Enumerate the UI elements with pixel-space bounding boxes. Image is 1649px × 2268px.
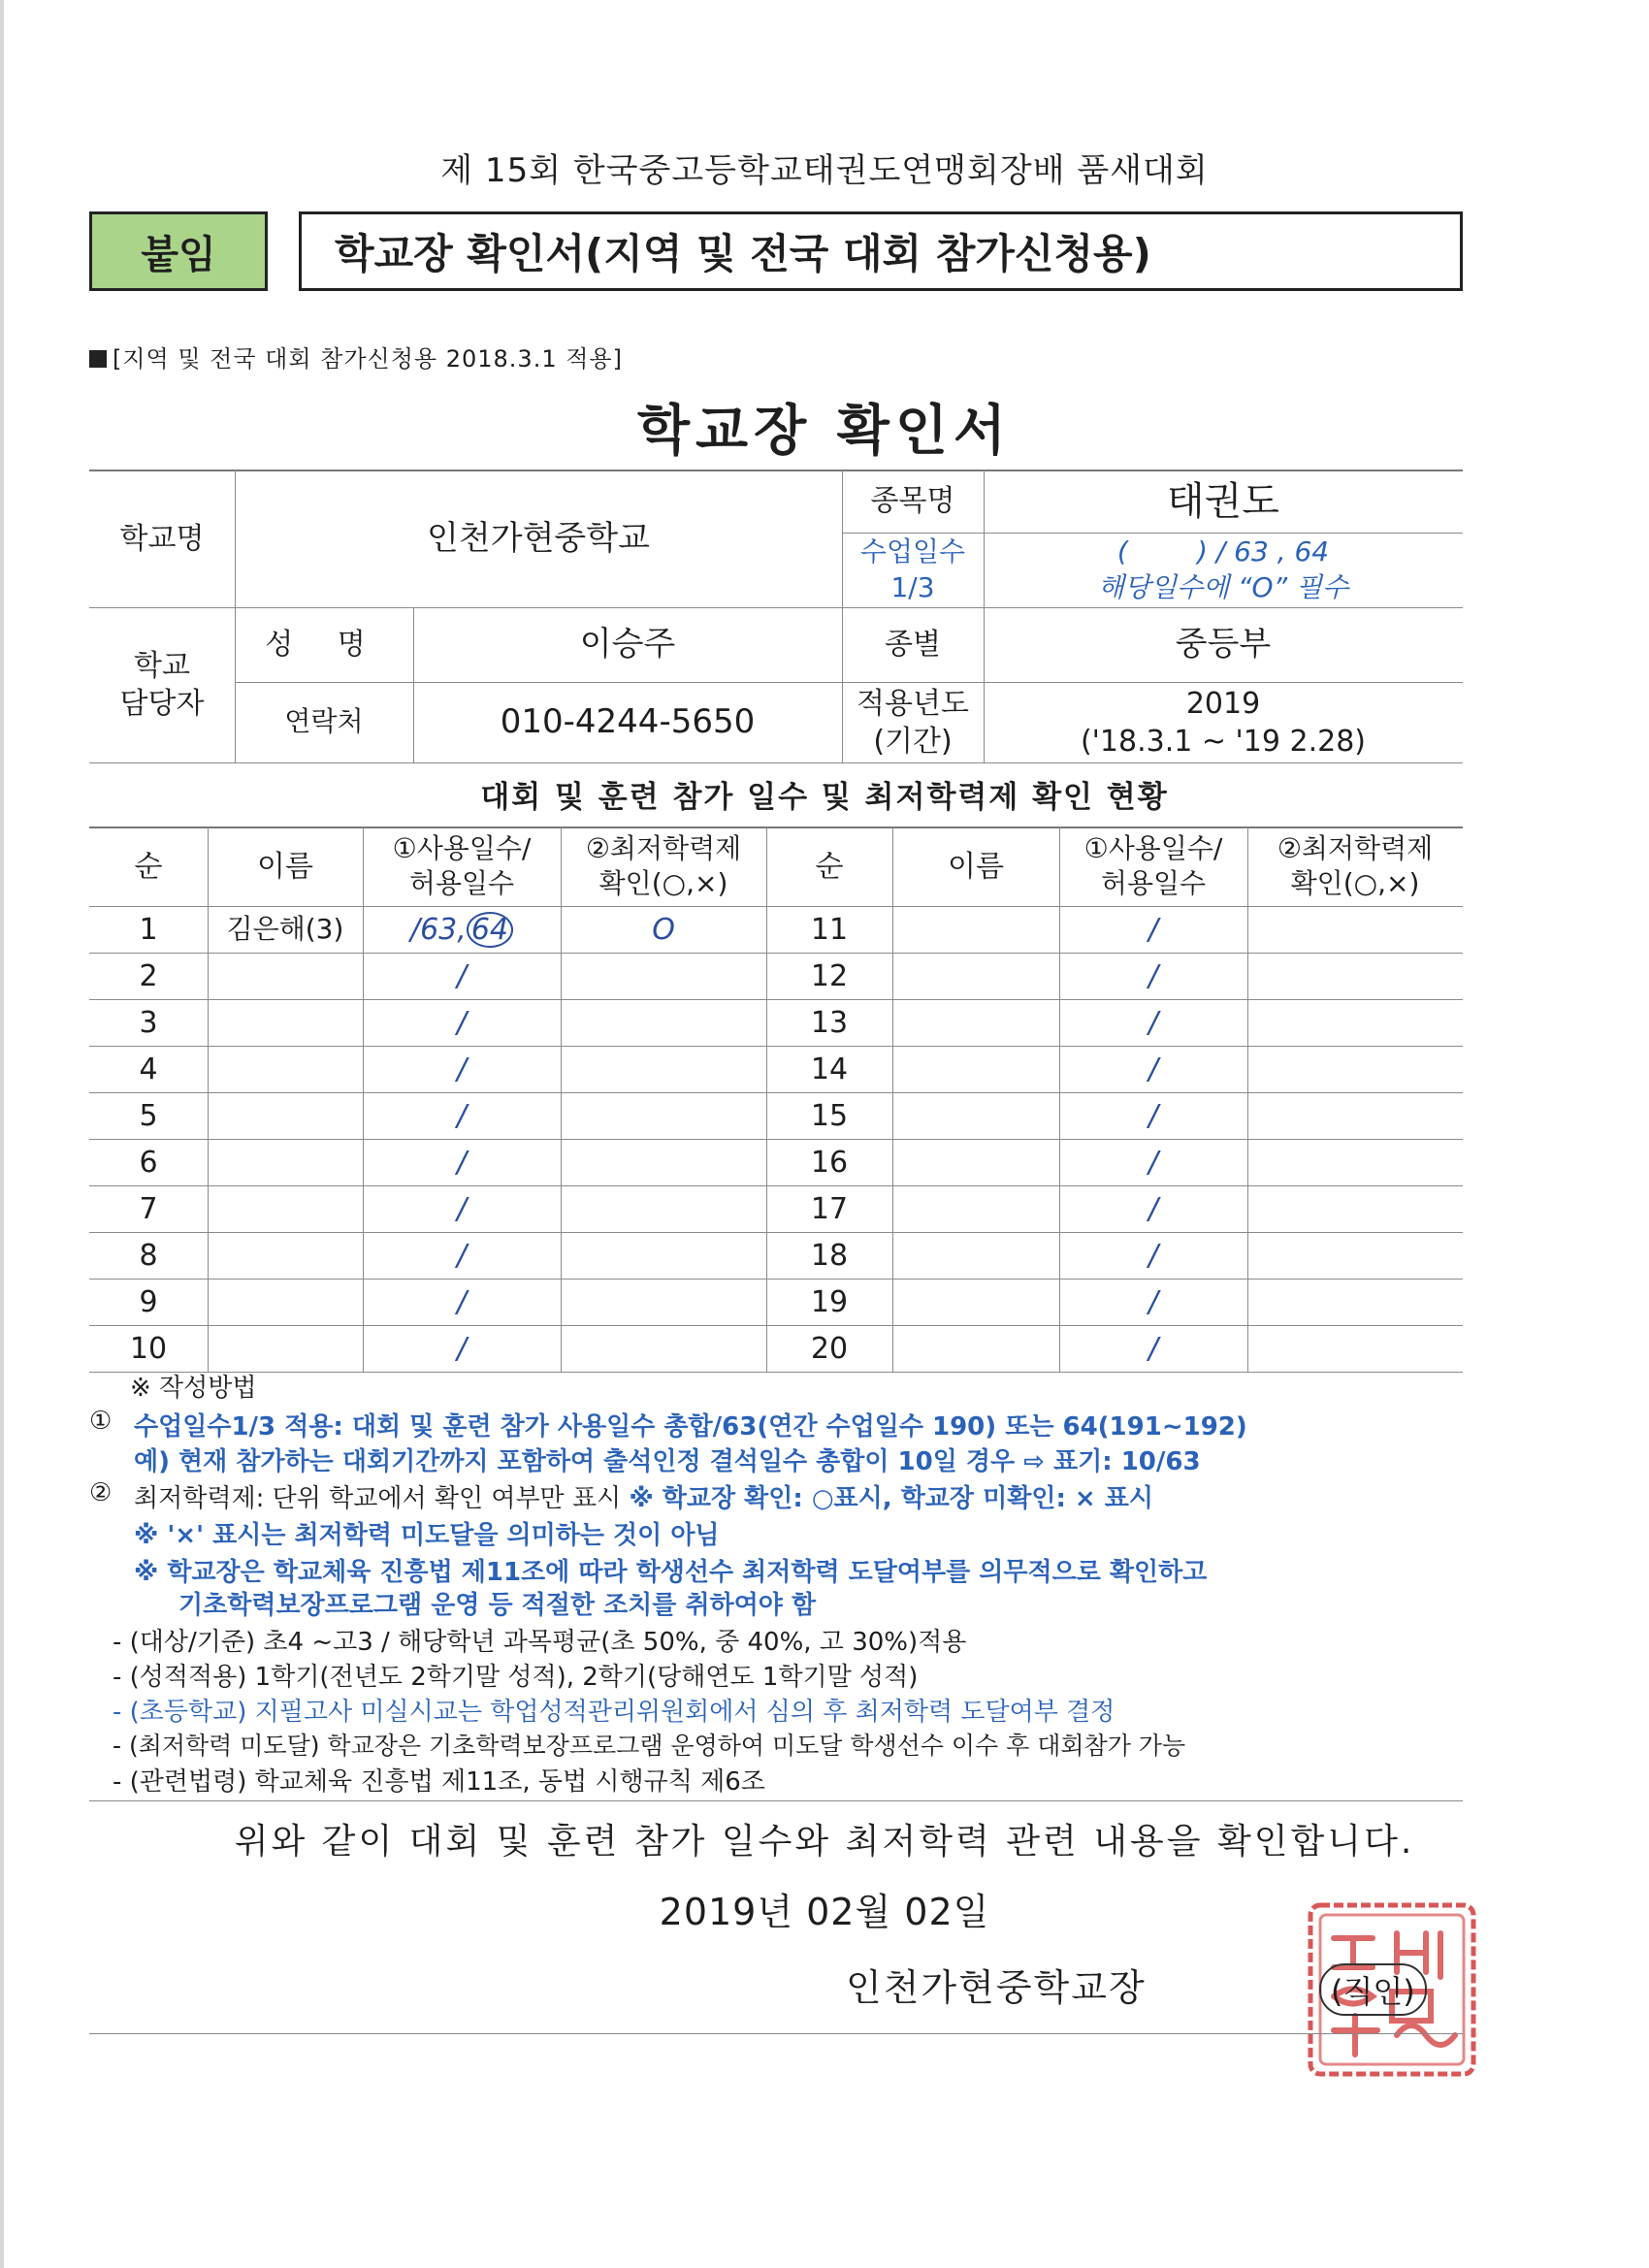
box-title: 학교장 확인서(지역 및 전국 대회 참가신청용) — [299, 211, 1463, 291]
row-name — [892, 1279, 1059, 1325]
row-min-check — [561, 1232, 766, 1279]
year-2: ('18.3.1 ~ '19 2.28) — [1080, 724, 1367, 759]
event-title: 제 15회 한국중고등학교태권도연맹회장배 품새대회 — [440, 151, 1209, 190]
row-min-check — [561, 1046, 766, 1092]
row-days — [1059, 1279, 1247, 1325]
row-number-text: 3 — [139, 1005, 158, 1040]
row-number-text: 18 — [810, 1238, 849, 1273]
row-days-text: / — [456, 1098, 468, 1133]
row-number — [766, 999, 892, 1046]
header-min-2: 확인(○,×) — [598, 867, 728, 899]
note-2-a: 최저학력제: 단위 학교에서 확인 여부만 표시 — [134, 1484, 630, 1513]
row-days-text: / — [1148, 912, 1159, 947]
row-min-check-text: O — [652, 912, 675, 947]
row-name — [208, 999, 363, 1046]
row-days-text: / — [456, 1052, 468, 1086]
staff-label — [89, 607, 235, 762]
row-number — [766, 1139, 892, 1185]
year-label-1: 적용년도 — [857, 686, 969, 721]
notes-bottom-line — [89, 1800, 1463, 1801]
row-number-text: 7 — [139, 1191, 158, 1226]
row-days — [1059, 953, 1247, 999]
note-2-a-bold: ※ 학교장 확인: ○표시, 학교장 미확인: × 표시 — [629, 1484, 1153, 1513]
row-days — [1059, 1046, 1247, 1092]
row-name — [892, 1046, 1059, 1092]
seal-label: (직인) — [1319, 1963, 1427, 2016]
row-days-text: / — [456, 1005, 468, 1040]
row-days — [1059, 1232, 1247, 1279]
header-min-1: ②최저학력제 — [1277, 831, 1434, 864]
row-number-text: 13 — [810, 1005, 849, 1040]
note-1-a: 수업일수1/3 적용: 대회 및 훈련 참가 사용일수 총합/63(연간 수업일수 190) 또는 64(191~192) — [134, 1412, 1247, 1442]
detail-2: - (성적적용) 1학기(전년도 2학기말 성적), 2학기(당해연도 1학기말 성적) — [113, 1663, 919, 1692]
row-number-text: 11 — [810, 912, 849, 947]
class-days-value — [984, 533, 1463, 607]
row-min-check — [561, 1185, 766, 1232]
detail-5: - (관련법령) 학교체육 진흥법 제11조, 동법 시행규칙 제6조 — [113, 1767, 765, 1797]
row-min-check — [561, 999, 766, 1046]
row-number-text: 8 — [139, 1238, 158, 1273]
sport: 태권도 — [1167, 478, 1279, 524]
row-days — [363, 953, 561, 999]
row-days — [363, 1185, 561, 1232]
row-number — [766, 953, 892, 999]
row-days — [1059, 906, 1247, 953]
school-name-label: 학교명 — [119, 521, 205, 556]
division: 중등부 — [1175, 625, 1272, 664]
row-min-check — [1247, 1139, 1463, 1185]
header-days-2: 허용일수 — [408, 867, 515, 899]
header-days-1: ①사용일수/ — [1083, 831, 1223, 864]
row-days-text: / — [1148, 1331, 1159, 1366]
row-min-check — [1247, 1092, 1463, 1139]
row-name — [208, 1092, 363, 1139]
header-min — [1247, 826, 1463, 906]
row-min-check — [561, 1139, 766, 1185]
row-days-text: / — [1148, 1191, 1159, 1226]
row-days-text: / — [456, 1238, 468, 1273]
class-days-label — [842, 533, 984, 607]
row-min-check — [561, 1325, 766, 1372]
confirmation-statement: 위와 같이 대회 및 훈련 참가 일수와 최저학력 관련 내용을 확인합니다. — [234, 1822, 1415, 1862]
row-min-check — [561, 1092, 766, 1139]
header-min-1: ②최저학력제 — [585, 831, 742, 864]
row-name — [208, 1325, 363, 1372]
circled-days-value: 64 — [467, 912, 513, 948]
row-line — [89, 1372, 1463, 1373]
row-name — [892, 1092, 1059, 1139]
row-days — [1059, 1139, 1247, 1185]
note-2-line-a — [134, 1478, 1153, 1514]
row-name — [208, 1232, 363, 1279]
row-number — [766, 1279, 892, 1325]
row-number — [766, 1092, 892, 1139]
row-days-text: / — [1148, 1005, 1159, 1040]
class-days-value-1: ( ) / 63 , 64 — [1116, 535, 1330, 568]
principal-title: 인천가현중학교장 — [846, 1966, 1147, 2009]
class-days-label-1: 수업일수 — [859, 535, 966, 568]
detail-3: - (초등학교) 지필고사 미실시교는 학업성적관리위원회에서 심의 후 최저학력 도달여부 결정 — [113, 1698, 1116, 1727]
note-2-b: ※ '×' 표시는 최저학력 미도달을 의미하는 것이 아님 — [134, 1521, 720, 1550]
row-min-check — [561, 953, 766, 999]
row-number-text: 1 — [139, 912, 158, 947]
header-no: 순 — [134, 849, 163, 884]
row-days — [363, 1139, 561, 1185]
applicable-year — [984, 682, 1463, 762]
note-1-mark: ① — [89, 1407, 113, 1436]
row-name — [208, 1279, 363, 1325]
staff-label-1: 학교 — [134, 649, 190, 683]
staff-label-2: 담당자 — [119, 687, 205, 721]
row-min-check — [1247, 1325, 1463, 1372]
row-name — [208, 953, 363, 999]
sport-label: 종목명 — [870, 484, 955, 518]
row-name — [208, 1185, 363, 1232]
row-name — [892, 906, 1059, 953]
row-number-text: 5 — [139, 1098, 158, 1133]
row-days — [363, 1232, 561, 1279]
class-days-value-2: 해당일수에 “O” 필수 — [1097, 570, 1349, 603]
row-days-text: / — [1148, 958, 1159, 993]
contact-label: 연락처 — [284, 705, 364, 738]
info-bottom-border — [89, 762, 1463, 763]
contact: 010-4244-5650 — [500, 702, 756, 742]
row-number-text: 16 — [810, 1145, 849, 1180]
row-number-text: 9 — [139, 1284, 158, 1319]
row-name — [208, 906, 363, 953]
row-days — [363, 1325, 561, 1372]
row-days — [1059, 1185, 1247, 1232]
row-days — [363, 999, 561, 1046]
name-label: 성 명 — [265, 628, 383, 662]
row-days-text: / — [1148, 1238, 1159, 1273]
row-name — [892, 1185, 1059, 1232]
header-days-1: ①사용일수/ — [392, 831, 532, 864]
row-number — [89, 999, 208, 1046]
detail-1: - (대상/기준) 초4 ~고3 / 해당학년 과목평균(초 50%, 중 40%, 고 30%)적용 — [113, 1628, 967, 1657]
row-days-text: / — [456, 1145, 468, 1180]
row-days — [363, 906, 561, 953]
row-min-check — [561, 906, 766, 953]
row-days — [363, 1046, 561, 1092]
row-number-text: 19 — [810, 1284, 849, 1319]
staff-name: 이승주 — [579, 625, 676, 664]
row-days-text: / — [1148, 1284, 1159, 1319]
note-2-c: ※ 학교장은 학교체육 진흥법 제11조에 따라 학생선수 최저학력 도달여부를 의무적으로 확인하고 — [134, 1558, 1208, 1587]
row-name — [892, 999, 1059, 1046]
row-number-text: 15 — [810, 1098, 849, 1133]
row-days-text: / — [1148, 1145, 1159, 1180]
year-1: 2019 — [1185, 686, 1261, 721]
division-label: 종별 — [885, 628, 941, 662]
row-days — [1059, 1092, 1247, 1139]
row-days-text: / — [456, 1191, 468, 1226]
row-number-text: 14 — [810, 1052, 849, 1086]
row-number-text: 12 — [810, 958, 849, 993]
row-number — [89, 1185, 208, 1232]
row-number — [766, 1325, 892, 1372]
apply-note — [89, 340, 623, 373]
row-min-check — [1247, 1232, 1463, 1279]
apply-note-text: [지역 및 전국 대회 참가신청용 2018.3.1 적용] — [113, 345, 623, 373]
note-2-mark: ② — [89, 1478, 113, 1507]
row-name — [208, 1139, 363, 1185]
row-days — [1059, 999, 1247, 1046]
row-days — [1059, 1325, 1247, 1372]
table-title: 대회 및 훈련 참가 일수 및 최저학력제 확인 현황 — [480, 780, 1169, 815]
year-label — [842, 682, 984, 762]
school-name: 인천가현중학교 — [427, 518, 650, 558]
header-min-2: 확인(○,×) — [1290, 867, 1420, 899]
row-number — [766, 906, 892, 953]
header-no: 순 — [815, 849, 844, 884]
row-name — [208, 1046, 363, 1092]
row-min-check — [1247, 1046, 1463, 1092]
row-min-check — [1247, 999, 1463, 1046]
row-number-text: 20 — [810, 1331, 849, 1366]
row-days-text: / — [1148, 1052, 1159, 1086]
row-number-text: 10 — [129, 1331, 168, 1366]
row-days-text: / — [456, 1331, 468, 1366]
class-days-label-2: 1/3 — [890, 570, 935, 603]
row-number — [89, 906, 208, 953]
header-days — [1059, 826, 1247, 906]
row-days — [363, 1279, 561, 1325]
note-2-d: 기초학력보장프로그램 운영 등 적절한 조치를 취하여야 함 — [178, 1591, 817, 1620]
row-number — [766, 1232, 892, 1279]
row-name — [892, 953, 1059, 999]
row-number — [89, 1279, 208, 1325]
row-number-text: 6 — [139, 1145, 158, 1180]
row-days-text: /63, — [409, 912, 467, 947]
row-number-text: 17 — [810, 1191, 849, 1226]
attachment-tag: 붙임 — [89, 211, 268, 291]
issue-date: 2019년 02월 02일 — [659, 1891, 990, 1933]
row-name — [892, 1232, 1059, 1279]
row-number — [89, 1325, 208, 1372]
notes-heading: ※ 작성방법 — [130, 1374, 257, 1403]
note-1-b: 예) 현재 참가하는 대회기간까지 포함하여 출석인정 결석일수 총합이 10일 경우 ⇨ 표기: 10/63 — [134, 1447, 1201, 1476]
row-number — [89, 1046, 208, 1092]
row-days-text: / — [1148, 1098, 1159, 1133]
row-number — [89, 1139, 208, 1185]
header-name: 이름 — [948, 849, 1004, 884]
row-days-text: / — [456, 1284, 468, 1319]
row-name — [892, 1325, 1059, 1372]
square-bullet-icon — [89, 350, 107, 368]
header-name: 이름 — [257, 849, 313, 884]
header-min — [561, 826, 766, 906]
year-label-2: (기간) — [873, 724, 953, 759]
row-min-check — [1247, 906, 1463, 953]
document-title: 학교장 확인서 — [636, 400, 1013, 463]
row-number — [89, 1232, 208, 1279]
detail-4: - (최저학력 미도달) 학교장은 기초학력보장프로그램 운영하여 미도달 학생선수 이수 후 대회참가 가능 — [113, 1732, 1186, 1760]
row-days — [363, 1092, 561, 1139]
row-number — [766, 1046, 892, 1092]
bottom-line — [89, 2033, 1463, 2034]
row-number — [89, 1092, 208, 1139]
header-days — [363, 826, 561, 906]
row-min-check — [1247, 1279, 1463, 1325]
row-days-text: / — [456, 958, 468, 993]
row-number — [89, 953, 208, 999]
row-min-check — [1247, 953, 1463, 999]
row-number-text: 4 — [139, 1052, 158, 1086]
row-number-text: 2 — [139, 958, 158, 993]
row-name-text: 김은해(3) — [226, 912, 344, 945]
row-min-check — [1247, 1185, 1463, 1232]
row-name — [892, 1139, 1059, 1185]
row-number — [766, 1185, 892, 1232]
header-days-2: 허용일수 — [1100, 867, 1207, 899]
row-min-check — [561, 1279, 766, 1325]
